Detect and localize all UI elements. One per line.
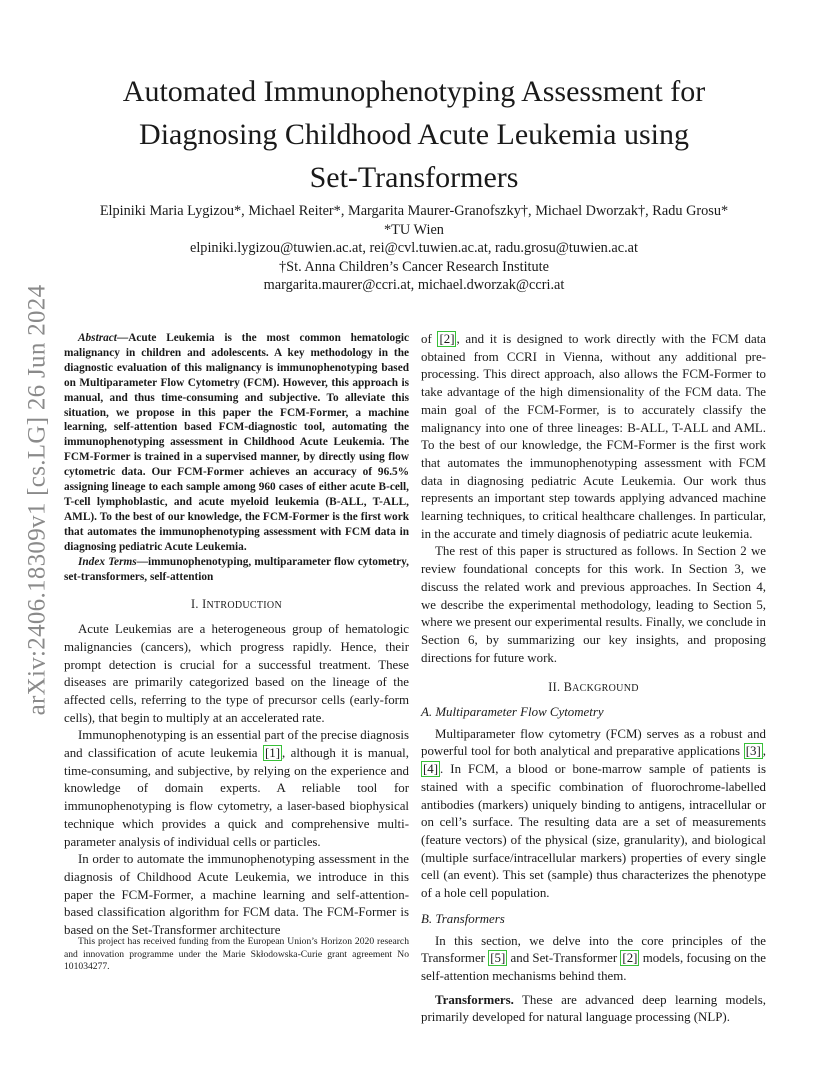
funding-footnote: This project has received funding from the European Union’s Horizon 2020 research and innovation programme under the Marie Skłodowska-Curie grant agreement No 101034277. [64,936,409,972]
section-title-rest: NTRODUCTION [206,600,282,612]
section-title-rest: ACKGROUND [572,683,639,695]
section-heading-background [421,679,766,698]
email-line-2: margarita.maurer@ccri.at, michael.dworzak@ccri.at [263,277,565,294]
title-line: Set-Transformers [309,161,519,194]
citation-link[interactable] [263,745,282,761]
citation-link[interactable] [421,761,440,777]
intro-paragraph-3: In order to automate the immunophenotyping assessment in the diagnosis of Childhood Acute Leukemia, we introduce in this paper the FCM-Former, a machine learning and self-attention-based classification algorithm for FCM data. The FCM-Former is based on the Set-Transformer architecture [64,852,409,938]
affiliation-ccri: †St. Anna Children’s Cancer Research Institute [279,258,549,275]
section-title-initial: B [563,680,573,695]
intro-paragraph-2 [64,727,409,851]
citation-link[interactable] [620,950,639,966]
subsection-heading-fcm: A. Multiparameter Flow Cytometry [421,705,604,720]
text-run: , although it is manual, time-consuming, and subjective, by relying on the experience and knowledge of domain experts. A reliable tool for immunophenotyping is flow cytometry, a laser-based biophysical technique which provides a quick and comprehensive multi-parameter analysis of individual cells or particles. [64,746,409,849]
text-run: and Set-Transformer [507,951,621,966]
text-run: Immunophenotyping is an essential part of the precise diagnosis and classification of acute leukemia [64,728,409,761]
text-run: models, focusing on the self-attention mechanisms behind them. [421,951,766,983]
intro-paragraph-4 [421,331,766,543]
index-terms [64,555,409,585]
run-in-heading: Transformers. [435,992,514,1007]
arxiv-stamp [20,284,54,716]
section-number: I. [191,597,199,612]
transformers-intro-paragraph [421,933,766,986]
subsection-heading-transformers: B. Transformers [421,911,505,926]
right-column [421,331,766,1027]
left-column [64,331,409,940]
title-line: Diagnosing Childhood Acute Leukemia using [139,118,689,151]
intro-paragraph-5: The rest of this paper is structured as follows. In Section 2 we review foundational concepts for this work. In Section 3, we discuss the related work and previous approaches. In Section 4, we describe the experimental methodology, leading to Section 5, where we present our experimental results. Finally, we conclude in Section 6, by summarizing our key insights, and proposing directions for future work. [421,544,766,665]
citation-text: [4] [423,762,439,777]
section-title-initial: I [202,597,207,612]
intro-paragraph-1: Acute Leukemias are a heterogeneous group of hematologic malignancies (cancers), which progress rapidly. Hence, their prompt detection is crucial for a successful treatment. These diseases are primarily categorized based on the lineage of the affected cells, referring to the type of precursor cells (early-form cells), that begin to multiply at an accelerated rate. [64,622,409,725]
text-run: Multiparameter flow cytometry (FCM) serves as a robust and powerful tool for both analytical and preparative applications [421,726,766,759]
text-run: of [421,332,438,346]
citation-link[interactable] [488,950,507,966]
abstract-text: —Acute Leukemia is the most common hematologic malignancy in children and adolescents. A key methodology in the diagnostic evaluation of this malignancy is immunophenotyping based on Multiparameter Flow Cytometry (FCM). However, this approach is manual, and thus time-consuming and subjective. To alleviate this situation, we propose in this paper the FCM-Former, a machine learning, self-attention based FCM-diagnostic tool, automating the immunophenotyping assessment in Childhood Acute Leukemia. The FCM-Former is trained in a supervised manner, by directly using flow cytometric data. Our FCM-Former achieves an accuracy of 96.5% assigning lineage to each sample among 960 cases of either acute B-cell, T-cell lymphoblastic, and acute myeloid leukemia (B-ALL, T-ALL, AML). To the best of our knowledge, the FCM-Former is the first work that automates the immunophenotyping assessment with FCM data in diagnosing pediatric Acute Leukemia. [64,332,409,553]
text-run: , and it is designed to work directly with the FCM data obtained from CCRI in Vienna, without any additional pre-processing. This direct approach, also allows the FCM-Former to take advantage of the high dimensionality of the FCM data. The main goal of the FCM-Former, is to accurately classify the malignancy into one of three lineages: B-ALL, T-ALL and AML. To the best of our knowledge, the FCM-Former is the first work that automates the immunophenotyping assessment with FCM data in diagnosing pediatric Acute Leukemia. Our work thus represents an important step towards applying advanced machine learning techniques, to critical healthcare challenges. In particular, in the accurate and timely diagnosis of pediatric acute leukemia. [421,332,766,541]
citation-text: [1] [264,746,280,761]
section-number: II. [548,680,561,695]
section-heading-introduction [64,596,409,615]
title-line: Automated Immunophenotyping Assessment for [122,75,706,108]
text-run: . In FCM, a blood or bone-marrow sample of patients is stained with a specific combination of fluorochrome-labelled antibodies (markers) uniquely binding to antigens, intracellular or on cell’s surface. The resulting data are a set of measurements (feature vectors) of the physical (size, granularity), and biological (multiple surface/intracellular markers) properties of every single cell (an event). This set (sample) thus characterizes the phenotype of a hole cell population. [421,762,766,901]
affiliation-tu-wien: *TU Wien [384,221,444,238]
transformers-paragraph [421,992,766,1027]
text-run: These are advanced deep learning models, primarily developed for natural language processing (NLP). [421,992,766,1025]
arxiv-id: arXiv:2406.18309v1 [cs.LG] 26 Jun 2024 [23,284,51,716]
index-terms-label: Index Terms [78,555,137,568]
citation-text: [2] [622,951,638,966]
citation-link[interactable] [437,331,456,347]
abstract-label: Abstract [78,332,117,344]
paper-title [60,70,768,199]
citation-text: [3] [745,744,761,759]
text-run: In this section, we delve into the core principles of the Transformer [421,933,766,966]
fcm-paragraph [421,726,766,903]
abstract [64,331,409,555]
author-names: Elpiniki Maria Lygizou*, Michael Reiter*, Margarita Maurer-Granofszky†, Michael Dworzak†, Radu Grosu* [99,203,729,219]
text-run: , [762,744,766,759]
citation-text: [2] [439,332,455,346]
citation-link[interactable] [744,743,763,759]
email-line-1: elpiniki.lygizou@tuwien.ac.at, rei@cvl.tuwien.ac.at, radu.grosu@tuwien.ac.at [189,240,638,257]
author-block [60,202,768,295]
citation-text: [5] [490,951,506,966]
index-terms-text: —immunophenotyping, multiparameter flow cytometry, set-transformers, self-attention [64,555,409,583]
